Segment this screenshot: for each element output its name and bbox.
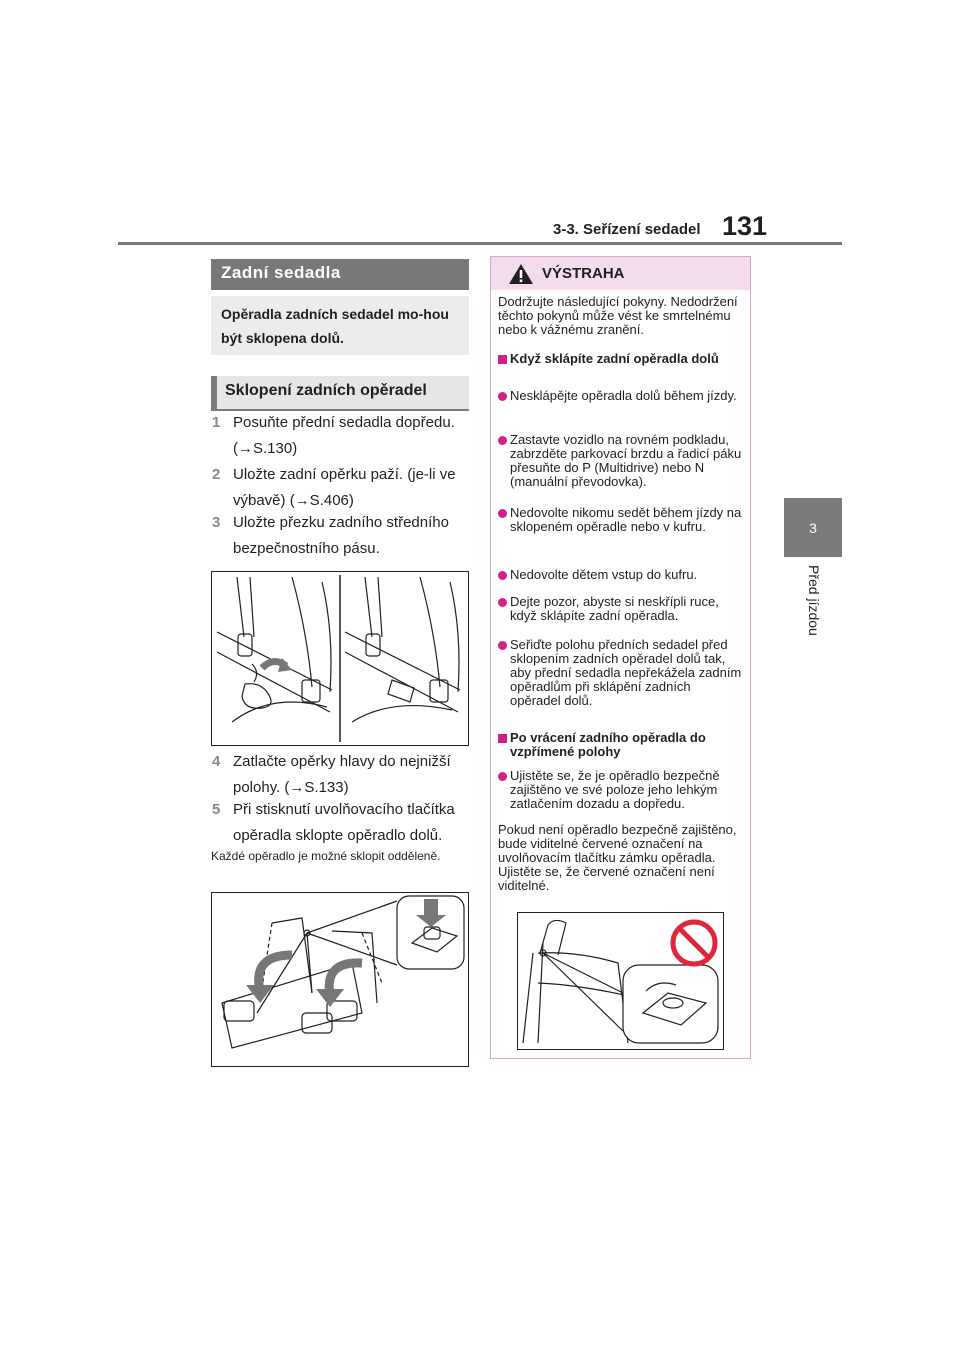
round-bullet-icon bbox=[498, 509, 507, 518]
warning-item-text: Zastavte vozidlo na rovném podkladu, zabrzděte parkovací brzdu a řadicí páku přesuňte do P (Multidrive) nebo N (manuální převodovka). bbox=[510, 432, 742, 489]
chapter-name-label: Před jízdou bbox=[806, 565, 822, 636]
step-text: Zatlačte opěrky hlavy do nejnižší polohy. (→S.133) bbox=[233, 753, 451, 796]
chapter-tab[interactable]: 3 bbox=[784, 498, 842, 557]
step-item bbox=[211, 510, 471, 562]
figure-seatbelt-stow bbox=[211, 571, 469, 746]
warning-header bbox=[491, 257, 750, 290]
step-item bbox=[211, 749, 471, 801]
warning-title: VÝSTRAHA bbox=[542, 265, 625, 282]
step-item bbox=[211, 797, 471, 849]
intro-text: Opěradla zadních sedadel mo-hou být sklopena dolů. bbox=[221, 306, 449, 346]
round-bullet-icon bbox=[498, 571, 507, 580]
step-text: Uložte přezku zadního středního bezpečnostního pásu. bbox=[233, 514, 449, 557]
step-number: 5 bbox=[212, 801, 221, 818]
warning-item bbox=[498, 389, 744, 403]
round-bullet-icon bbox=[498, 392, 507, 401]
subsection-heading bbox=[211, 376, 469, 411]
warning-item bbox=[498, 568, 744, 582]
section-reference: 3-3. Seřízení sedadel bbox=[553, 221, 701, 238]
warning-intro: Dodržujte následující pokyny. Nedodržení těchto pokynů může vést ke smrtelnému nebo k vážnému zranění. bbox=[498, 294, 738, 337]
page-number: 131 bbox=[722, 211, 768, 241]
warning-triangle-icon bbox=[508, 263, 534, 290]
chapter-name bbox=[784, 565, 842, 645]
round-bullet-icon bbox=[498, 641, 507, 650]
square-bullet-icon bbox=[498, 734, 507, 743]
square-bullet-icon bbox=[498, 355, 507, 364]
step-text: Posuňte přední sedadla dopředu. (→S.130) bbox=[233, 414, 455, 457]
step-text: Při stisknutí uvolňovacího tlačítka opěradla sklopte opěradlo dolů. bbox=[233, 801, 455, 844]
section-heading bbox=[211, 259, 469, 290]
intro-box bbox=[211, 296, 469, 355]
warning-group-title bbox=[498, 731, 744, 759]
step-item bbox=[211, 462, 471, 514]
step-item bbox=[211, 410, 471, 462]
warning-group-title-text: Když sklápíte zadní opěradla dolů bbox=[510, 351, 719, 366]
header-rule bbox=[118, 242, 842, 245]
figure-red-indicator-warning bbox=[517, 912, 724, 1050]
step-number: 2 bbox=[212, 466, 221, 483]
warning-item-text: Seřiďte polohu předních sedadel před sklopením zadních opěradel dolů tak, aby přední sedadla nepřekážela zadním opěradlům při sklápění zadních opěradel dolů. bbox=[510, 637, 742, 708]
round-bullet-icon bbox=[498, 598, 507, 607]
warning-item bbox=[498, 769, 744, 811]
warning-item-text: Ujistěte se, že je opěradlo bezpečně zajištěno ve své poloze jeho lehkým zatlačením dozadu a dopředu. bbox=[510, 768, 720, 811]
warning-item bbox=[498, 433, 744, 489]
warning-item-text: Nedovolte nikomu sedět během jízdy na sklopeném opěradle nebo v kufru. bbox=[510, 505, 742, 534]
warning-group-title-text: Po vrácení zadního opěradla do vzpřímené polohy bbox=[510, 730, 706, 759]
subsection-heading-label: Sklopení zadních opěradel bbox=[225, 382, 427, 399]
warning-item-text: Nesklápějte opěradla dolů během jízdy. bbox=[510, 388, 737, 403]
warning-group-title bbox=[498, 352, 744, 366]
figure-fold-seatback bbox=[211, 892, 469, 1067]
warning-item bbox=[498, 595, 744, 623]
note-text: Každé opěradlo je možné sklopit odděleně. bbox=[211, 849, 441, 863]
round-bullet-icon bbox=[498, 436, 507, 445]
warning-item bbox=[498, 638, 744, 708]
step-text: Uložte zadní opěrku paží. (je-li ve výbavě) (→S.406) bbox=[233, 466, 456, 509]
warning-item bbox=[498, 506, 744, 534]
step-number: 1 bbox=[212, 414, 221, 431]
warning-item-text: Nedovolte dětem vstup do kufru. bbox=[510, 567, 698, 582]
step-number: 4 bbox=[212, 753, 221, 770]
step-number: 3 bbox=[212, 514, 221, 531]
heading-bar bbox=[211, 376, 217, 411]
warning-item-text: Dejte pozor, abyste si neskřípli ruce, když sklápíte zadní opěradla. bbox=[510, 594, 719, 623]
warning-closing: Pokud není opěradlo bezpečně zajištěno, bude viditelné červené označení na uvolňovacím tlačítku zámku opěradla. Ujistěte se, že červené označení není viditelné. bbox=[498, 822, 737, 893]
section-heading-label: Zadní sedadla bbox=[221, 263, 341, 282]
round-bullet-icon bbox=[498, 772, 507, 781]
